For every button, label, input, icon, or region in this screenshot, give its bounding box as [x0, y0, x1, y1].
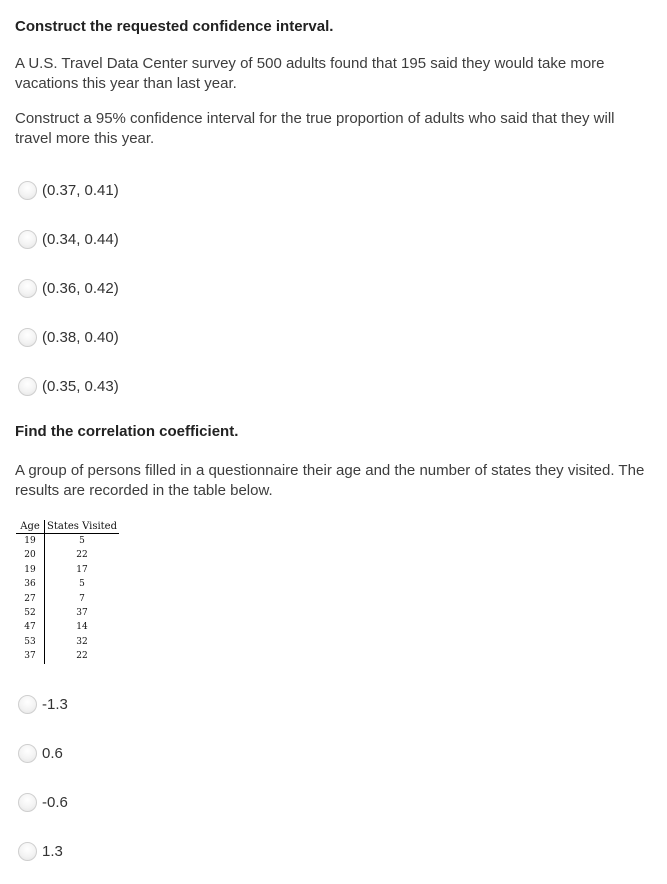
table-row	[16, 577, 119, 591]
q1-option-3[interactable]	[18, 277, 119, 299]
q1-option-5[interactable]	[18, 375, 119, 397]
q2-option-1[interactable]	[18, 693, 68, 715]
q1-option-2-label: (0.34, 0.44)	[42, 230, 119, 248]
table-cell-age: 52	[16, 606, 45, 620]
table-header-age: Age	[16, 520, 45, 534]
q2-option-1-label: -1.3	[42, 695, 68, 713]
table-cell-age: 37	[16, 649, 45, 663]
radio-button-icon[interactable]	[18, 181, 37, 200]
q2-option-2-label: 0.6	[42, 744, 63, 762]
table-row	[16, 620, 119, 634]
table-cell-states: 7	[79, 593, 85, 604]
table-cell-age: 47	[16, 620, 45, 634]
question-1-paragraph-2: Construct a 95% confidence interval for the true proportion of adults who said that they will travel more this year.	[15, 110, 615, 147]
table-cell-states: 32	[76, 636, 88, 647]
table-header-states: States Visited	[45, 520, 120, 534]
q1-option-4[interactable]	[18, 326, 119, 348]
age-states-table	[16, 520, 119, 664]
radio-button-icon[interactable]	[18, 279, 37, 298]
q1-option-2[interactable]	[18, 228, 119, 250]
q2-option-2[interactable]	[18, 742, 63, 764]
q1-option-1-label: (0.37, 0.41)	[42, 181, 119, 199]
q2-option-4-label: 1.3	[42, 842, 63, 860]
table-cell-states: 14	[76, 622, 88, 633]
table-row	[16, 649, 119, 663]
radio-button-icon[interactable]	[18, 230, 37, 249]
table-row	[16, 635, 119, 649]
table-cell-age: 53	[16, 635, 45, 649]
table-cell-states: 5	[79, 536, 85, 546]
table-cell-states: 22	[76, 651, 88, 662]
question-1-paragraph-1: A U.S. Travel Data Center survey of 500 adults found that 195 said they would take more vacations this year than last year.	[15, 55, 605, 92]
table-cell-age: 27	[16, 592, 45, 606]
radio-button-icon[interactable]	[18, 744, 37, 763]
table-row	[16, 548, 119, 562]
table-row	[16, 592, 119, 606]
table-cell-age: 20	[16, 548, 45, 562]
radio-button-icon[interactable]	[18, 695, 37, 714]
radio-button-icon[interactable]	[18, 328, 37, 347]
q1-option-1[interactable]	[18, 179, 119, 201]
table-row	[16, 606, 119, 620]
q1-option-5-label: (0.35, 0.43)	[42, 377, 119, 395]
q1-option-3-label: (0.36, 0.42)	[42, 279, 119, 297]
table-cell-states: 22	[76, 550, 88, 561]
table-header-row	[16, 520, 119, 534]
question-1-title: Construct the requested confidence interval.	[15, 18, 334, 35]
table-cell-age: 36	[16, 577, 45, 591]
q2-option-3-label: -0.6	[42, 793, 68, 811]
question-2-title: Find the correlation coefficient.	[15, 423, 239, 440]
q2-option-4[interactable]	[18, 840, 63, 862]
q1-option-4-label: (0.38, 0.40)	[42, 328, 119, 346]
radio-button-icon[interactable]	[18, 377, 37, 396]
q2-option-3[interactable]	[18, 791, 68, 813]
radio-button-icon[interactable]	[18, 842, 37, 861]
table-cell-states: 17	[76, 564, 88, 575]
question-2-paragraph-1: A group of persons filled in a questionnaire their age and the number of states they visited. The results are recorded in the table below.	[15, 462, 645, 499]
table-row	[16, 534, 119, 549]
table-cell-states: 37	[76, 608, 88, 619]
radio-button-icon[interactable]	[18, 793, 37, 812]
table-row	[16, 563, 119, 577]
table-cell-states: 5	[79, 579, 85, 590]
table-cell-age: 19	[16, 534, 45, 549]
table-cell-age: 19	[16, 563, 45, 577]
